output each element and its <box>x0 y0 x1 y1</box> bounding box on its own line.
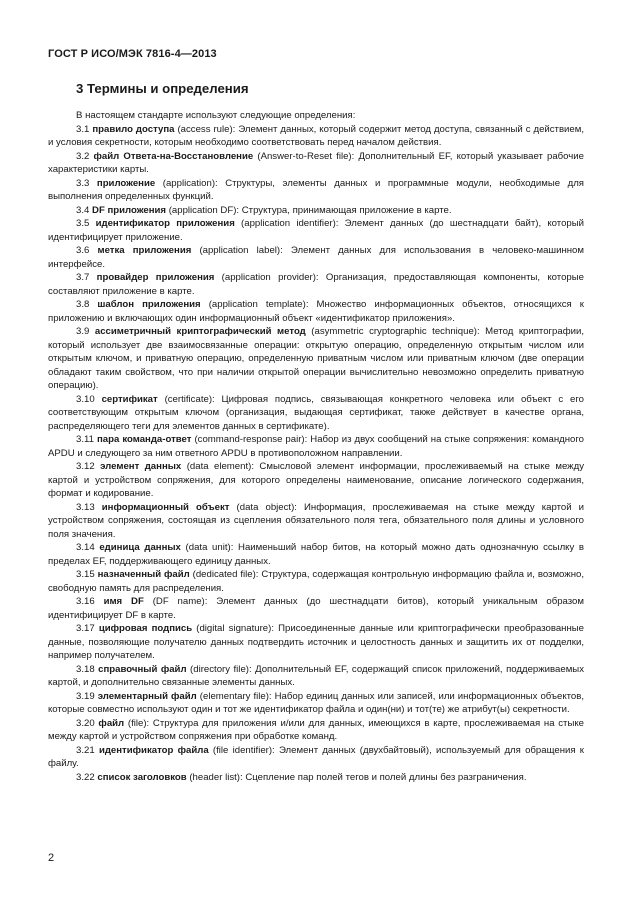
definition-paragraph <box>48 177 584 204</box>
definition-number: 3.13 <box>76 501 95 513</box>
definition-text: (application label): Элемент данных для использования в человеко-машинном интерфейсе. <box>48 245 584 270</box>
definition-text: (digital signature): Присоединенные данные или криптографически преобразованные данные, позволяющие получателю данных подтвердить источник и целостность данных и защитить их от подделки, например получателем. <box>48 623 584 661</box>
definition-number: 3.21 <box>76 744 95 756</box>
definition-number: 3.14 <box>76 542 95 553</box>
definition-term: элемент данных <box>100 461 182 472</box>
definition-term: идентификатор приложения <box>95 218 235 229</box>
definition-text: (command-response pair): Набор из двух сообщений на стыке сопряжения: командного APDU и следующего за ним ответного APDU в противоположном направлении. <box>48 434 585 459</box>
definition-term: DF приложения <box>92 204 167 216</box>
definition-term: назначенный файл <box>97 569 190 580</box>
definition-text: (file): Структура для приложения и/или для данных, имеющихся в карте, прослеживаемая на стыке между картой и устройством сопряжения при обработке команд. <box>48 717 584 742</box>
definition-paragraph <box>48 271 584 298</box>
definition-paragraph <box>48 541 584 568</box>
definition-paragraph <box>48 123 584 150</box>
definition-text: (access rule): Элемент данных, который содержит метод доступа, связанный с действием, и условия секретности, которым необходимо соответствовать перед началом действия. <box>48 123 585 148</box>
section-title: 3 Термины и определения <box>76 81 249 96</box>
definition-paragraph <box>48 622 584 663</box>
definition-text: (Answer-to-Reset file): Дополнительный EF, который указывает рабочие характеристики карты. <box>48 150 584 175</box>
definition-paragraph <box>48 663 584 690</box>
definition-text: (data element): Смысловой элемент информации, прослеживаемый на стыке между картой и устройством сопряжения, для которого определены наименование, описание логического содержания, формат и кодирование. <box>48 461 584 499</box>
definition-text: (directory file): Дополнительный EF, содержащий список приложений, поддерживаемых картой, и дополнительно связанные элементы данных. <box>48 663 584 688</box>
definition-term: правило доступа <box>92 123 175 135</box>
definition-text: (application DF): Структура, принимающая приложение в карте. <box>166 204 452 216</box>
definition-term: файл Ответа-на-Восстановление <box>93 150 254 162</box>
definition-text: (data unit): Наименьший набор битов, на который можно дать однозначную ссылку в пределах EF, поддерживающего единицу данных. <box>48 542 585 567</box>
definition-paragraph <box>48 204 584 218</box>
definition-paragraph <box>48 217 584 244</box>
definition-term: шаблон приложения <box>97 299 201 310</box>
intro-paragraph: В настоящем стандарте используют следующие определения: <box>76 110 356 121</box>
definition-paragraph <box>48 298 584 325</box>
definition-term: имя DF <box>103 596 144 607</box>
definition-number: 3.3 <box>76 177 90 189</box>
definition-paragraph <box>48 433 584 460</box>
definition-number: 3.12 <box>76 461 95 472</box>
definition-term: метка приложения <box>97 245 192 256</box>
definition-term: приложение <box>96 177 156 189</box>
definition-number: 3.20 <box>76 717 95 729</box>
definition-number: 3.19 <box>76 690 95 702</box>
definition-text: (certificate): Цифровая подпись, связывающая конкретного человека или объект с его соответствующим открытым ключом (организация, выдающая сертификат, также действует в качестве органа, распределяющего теги для элементов данных в сертификате). <box>48 393 584 432</box>
definition-text: (dedicated file): Структура, содержащая контрольную информацию файла и, возможно, свободную память для распределения. <box>48 569 584 594</box>
definition-term: сертификат <box>101 393 158 405</box>
definition-number: 3.15 <box>76 569 95 580</box>
definition-text: (header list): Сцепление пар полей тегов и полей длины без разграничения. <box>186 771 527 783</box>
definition-number: 3.1 <box>76 123 90 135</box>
definition-term: элементарный файл <box>97 690 197 702</box>
definition-text: (elementary file): Набор единиц данных или записей, или информационных объектов, которые совместно используют один и тот же идентификатор файла и один(ни) и тот(те) же атрибут(ы) секретности. <box>48 690 585 715</box>
definition-term: файл <box>98 717 125 729</box>
definition-paragraph <box>48 150 584 177</box>
definition-text: (application): Структуры, элементы данных и программные модули, необходимые для выполнения определенных функций. <box>48 177 584 202</box>
definition-term: единица данных <box>99 542 181 553</box>
definition-paragraph <box>48 690 584 717</box>
definition-number: 3.7 <box>76 272 90 283</box>
definition-paragraph <box>48 460 584 501</box>
definition-number: 3.22 <box>76 771 95 783</box>
definition-paragraph <box>48 717 584 744</box>
definition-term: список заголовков <box>97 771 187 783</box>
definition-number: 3.2 <box>76 150 90 162</box>
definition-text: (application identifier): Элемент данных (до шестнадцати байт), который идентифицирует приложение. <box>48 218 584 243</box>
definition-number: 3.17 <box>76 623 95 634</box>
definition-paragraph <box>48 325 584 393</box>
definitions-list <box>48 123 584 785</box>
definition-paragraph <box>48 568 584 595</box>
definition-number: 3.11 <box>76 434 94 445</box>
definition-term: информационный объект <box>101 501 230 513</box>
definition-number: 3.10 <box>76 393 95 405</box>
definitions-body <box>48 109 584 784</box>
definition-term: провайдер приложения <box>96 272 215 283</box>
definition-paragraph <box>48 595 584 622</box>
definition-number: 3.18 <box>76 663 95 675</box>
page-number: 2 <box>48 852 55 864</box>
definition-term: идентификатор файла <box>98 744 209 756</box>
definition-term: цифровая подпись <box>98 623 193 634</box>
definition-number: 3.16 <box>76 596 95 607</box>
definition-text: (data object): Информация, прослеживаемая на стыке между картой и устройством сопряжения, состоящая из сцепления обязательного поля тега, обязательного поля длины и условного поля значения. <box>48 501 584 540</box>
definition-term: справочный файл <box>98 663 187 675</box>
definition-paragraph <box>48 771 584 785</box>
definition-paragraph <box>48 744 584 771</box>
definition-text: (application template): Множество информационных объектов, относящихся к приложению и включающих один информационный объект «идентификатор приложения». <box>48 299 584 324</box>
definition-term: ассиметричный криптографический метод <box>94 326 306 337</box>
definition-paragraph <box>48 244 584 271</box>
definition-number: 3.8 <box>76 299 90 310</box>
definition-number: 3.9 <box>76 326 90 337</box>
definition-term: пара команда-ответ <box>96 434 192 445</box>
definition-number: 3.5 <box>76 218 90 229</box>
definition-text: (file identifier): Элемент данных (двухбайтовый), используемый для обращения к файлу. <box>48 744 584 769</box>
definition-text: (application provider): Организация, предоставляющая компоненты, которые составляют приложение в карте. <box>48 272 584 297</box>
definition-paragraph <box>48 501 584 542</box>
definition-number: 3.6 <box>76 245 90 256</box>
definition-text: (asymmetric cryptographic technique): Метод криптографии, который использует две взаимосвязанные операции: открытую операцию, определенную открытым числом или открытым ключом, и приватную операцию, определенную приватным числом или приватным ключом (две операции обладают таким свойством, что при наличии открытой операции вычислительно невозможно определить приватную операцию). <box>48 326 584 391</box>
standard-header: ГОСТ Р ИСО/МЭК 7816-4—2013 <box>48 48 217 60</box>
definition-paragraph <box>48 393 584 434</box>
definition-text: (DF name): Элемент данных (до шестнадцати битов), который уникальным образом идентифицирует DF в карте. <box>48 596 584 621</box>
definition-number: 3.4 <box>76 204 90 216</box>
